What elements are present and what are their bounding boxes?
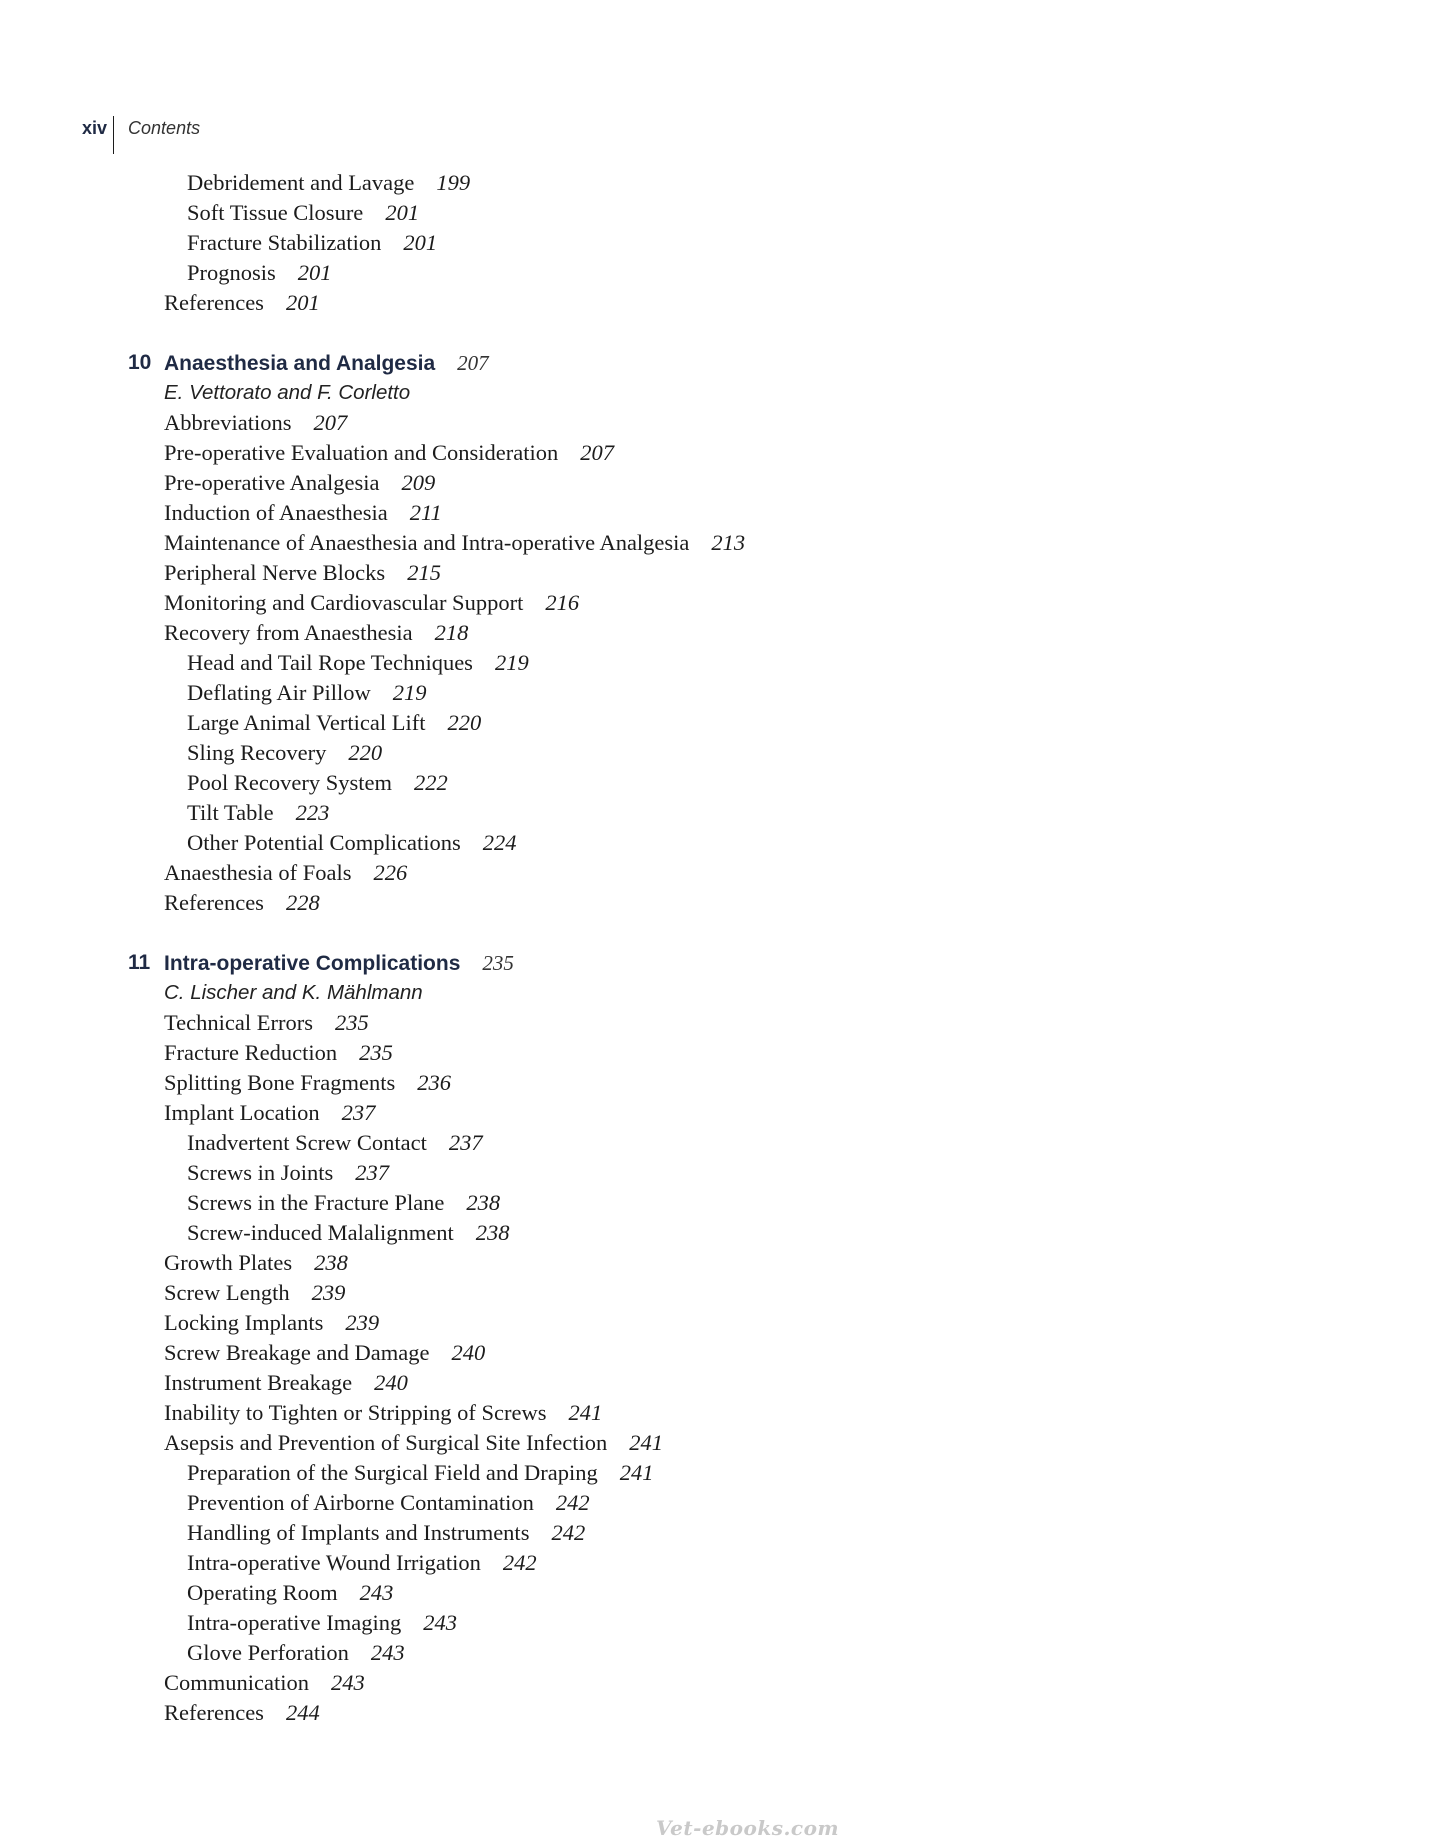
toc-subsection-entry[interactable] bbox=[187, 1218, 510, 1248]
toc-subsection-entry[interactable] bbox=[187, 648, 529, 678]
toc-subsection-entry[interactable] bbox=[187, 1518, 585, 1548]
toc-subsection-entry[interactable] bbox=[187, 1158, 389, 1188]
entry-title: Peripheral Nerve Blocks bbox=[164, 560, 386, 585]
toc-section-entry[interactable] bbox=[164, 408, 347, 438]
entry-title: Screws in the Fracture Plane bbox=[187, 1190, 445, 1215]
toc-subsection-entry[interactable] bbox=[187, 828, 516, 858]
entry-title: Induction of Anaesthesia bbox=[164, 500, 388, 525]
toc-section-entry[interactable] bbox=[164, 438, 614, 468]
entry-title: Fracture Reduction bbox=[164, 1040, 338, 1065]
chapter-page-number: 235 bbox=[482, 951, 514, 975]
toc-section-entry[interactable] bbox=[164, 1278, 345, 1308]
toc-subsection-entry[interactable] bbox=[187, 708, 481, 738]
entry-page-number: 239 bbox=[311, 1280, 346, 1305]
entry-page-number: 216 bbox=[545, 590, 580, 615]
entry-title: Abbreviations bbox=[164, 410, 292, 435]
entry-page-number: 219 bbox=[392, 680, 427, 705]
entry-title: Inability to Tighten or Stripping of Screws bbox=[164, 1400, 547, 1425]
entry-page-number: 220 bbox=[447, 710, 482, 735]
toc-section-entry[interactable] bbox=[164, 1338, 485, 1368]
entry-page-number: 223 bbox=[295, 800, 330, 825]
entry-title: Handling of Implants and Instruments bbox=[187, 1520, 530, 1545]
toc-subsection-entry[interactable] bbox=[187, 768, 448, 798]
entry-page-number: 243 bbox=[331, 1670, 365, 1695]
entry-title: Soft Tissue Closure bbox=[187, 200, 364, 225]
toc-subsection-entry[interactable] bbox=[187, 1488, 590, 1518]
toc-section-entry[interactable] bbox=[164, 858, 407, 888]
entry-title: Recovery from Anaesthesia bbox=[164, 620, 413, 645]
entry-title: Glove Perforation bbox=[187, 1640, 349, 1665]
entry-title: Pool Recovery System bbox=[187, 770, 392, 795]
entry-title: Instrument Breakage bbox=[164, 1370, 353, 1395]
entry-page-number: 237 bbox=[355, 1160, 389, 1185]
entry-title: Implant Location bbox=[164, 1100, 320, 1125]
toc-subsection-entry[interactable] bbox=[187, 738, 382, 768]
chapter-heading[interactable] bbox=[164, 348, 489, 378]
entry-page-number: 224 bbox=[482, 830, 517, 855]
toc-section-entry[interactable] bbox=[164, 1068, 451, 1098]
entry-title: Anaesthesia of Foals bbox=[164, 860, 352, 885]
entry-page-number: 242 bbox=[502, 1550, 537, 1575]
entry-page-number: 237 bbox=[448, 1130, 483, 1155]
entry-title: Asepsis and Prevention of Surgical Site Infection bbox=[164, 1430, 608, 1455]
toc-section-entry[interactable] bbox=[164, 1038, 393, 1068]
entry-page-number: 211 bbox=[409, 500, 442, 525]
entry-title: Sling Recovery bbox=[187, 740, 327, 765]
entry-page-number: 207 bbox=[313, 410, 348, 435]
entry-title: Growth Plates bbox=[164, 1250, 293, 1275]
toc-section-entry[interactable] bbox=[164, 558, 441, 588]
chapter-title: Intra-operative Complications bbox=[164, 952, 461, 975]
entry-page-number: 243 bbox=[423, 1610, 458, 1635]
entry-title: Screw Length bbox=[164, 1280, 290, 1305]
entry-page-number: 241 bbox=[629, 1430, 664, 1455]
entry-page-number: 235 bbox=[334, 1010, 369, 1035]
entry-title: Screw Breakage and Damage bbox=[164, 1340, 430, 1365]
entry-title: Operating Room bbox=[187, 1580, 338, 1605]
running-head bbox=[82, 116, 200, 154]
toc-section-entry[interactable] bbox=[164, 1428, 663, 1458]
entry-page-number: 218 bbox=[434, 620, 469, 645]
entry-page-number: 235 bbox=[359, 1040, 393, 1065]
entry-title: Communication bbox=[164, 1670, 309, 1695]
entry-page-number: 238 bbox=[314, 1250, 348, 1275]
toc-subsection-entry[interactable] bbox=[187, 1578, 393, 1608]
entry-page-number: 201 bbox=[297, 260, 332, 285]
entry-title: Debridement and Lavage bbox=[187, 170, 415, 195]
entry-page-number: 241 bbox=[619, 1460, 654, 1485]
toc-section-entry[interactable] bbox=[164, 528, 745, 558]
entry-title: Maintenance of Anaesthesia and Intra-operative Analgesia bbox=[164, 530, 690, 555]
toc-section-entry[interactable] bbox=[164, 1308, 379, 1338]
entry-title: Tilt Table bbox=[187, 800, 274, 825]
entry-title: Pre-operative Evaluation and Consideration bbox=[164, 440, 559, 465]
entry-page-number: 201 bbox=[285, 290, 320, 315]
toc-section-entry[interactable] bbox=[164, 588, 579, 618]
entry-page-number: 237 bbox=[341, 1100, 376, 1125]
chapter-title: Anaesthesia and Analgesia bbox=[164, 352, 436, 375]
entry-title: Intra-operative Wound Irrigation bbox=[187, 1550, 481, 1575]
toc-subsection-entry[interactable] bbox=[187, 258, 332, 288]
entry-page-number: 228 bbox=[285, 890, 320, 915]
entry-page-number: 244 bbox=[285, 1700, 320, 1725]
toc-subsection-entry[interactable] bbox=[187, 1608, 457, 1638]
toc-section-entry[interactable] bbox=[164, 888, 320, 918]
entry-title: Intra-operative Imaging bbox=[187, 1610, 402, 1635]
toc-section-entry[interactable] bbox=[164, 288, 320, 318]
watermark-logo: Vet-ebooks.com bbox=[656, 1816, 840, 1840]
entry-page-number: 209 bbox=[401, 470, 436, 495]
entry-title: References bbox=[164, 1700, 264, 1725]
entry-page-number: 220 bbox=[348, 740, 383, 765]
toc-section-entry[interactable] bbox=[164, 618, 468, 648]
entry-page-number: 243 bbox=[370, 1640, 405, 1665]
entry-page-number: 238 bbox=[466, 1190, 501, 1215]
entry-page-number: 207 bbox=[580, 440, 615, 465]
toc-section-entry[interactable] bbox=[164, 498, 442, 528]
toc-section-entry[interactable] bbox=[164, 1398, 602, 1428]
toc-subsection-entry[interactable] bbox=[187, 1548, 537, 1578]
entry-page-number: 201 bbox=[403, 230, 438, 255]
entry-title: Preparation of the Surgical Field and Draping bbox=[187, 1460, 598, 1485]
toc-section-entry[interactable] bbox=[164, 468, 435, 498]
page-number: xiv bbox=[82, 116, 114, 154]
entry-page-number: 240 bbox=[451, 1340, 486, 1365]
entry-title: References bbox=[164, 890, 264, 915]
entry-page-number: 213 bbox=[711, 530, 746, 555]
chapter-page-number: 207 bbox=[457, 351, 489, 375]
entry-title: Head and Tail Rope Techniques bbox=[187, 650, 473, 675]
entry-title: Deflating Air Pillow bbox=[187, 680, 371, 705]
entry-title: Locking Implants bbox=[164, 1310, 324, 1335]
entry-page-number: 242 bbox=[551, 1520, 586, 1545]
chapter-number: 10 bbox=[128, 351, 152, 374]
entry-title: Large Animal Vertical Lift bbox=[187, 710, 426, 735]
entry-title: Pre-operative Analgesia bbox=[164, 470, 380, 495]
entry-page-number: 201 bbox=[385, 200, 420, 225]
toc-subsection-entry[interactable] bbox=[187, 1128, 483, 1158]
entry-title: Screws in Joints bbox=[187, 1160, 334, 1185]
toc-section-entry[interactable] bbox=[164, 1248, 348, 1278]
toc-subsection-entry[interactable] bbox=[187, 198, 419, 228]
toc-section-entry[interactable] bbox=[164, 1668, 365, 1698]
toc-section-entry[interactable] bbox=[164, 1098, 375, 1128]
toc-subsection-entry[interactable] bbox=[187, 168, 470, 198]
entry-title: Monitoring and Cardiovascular Support bbox=[164, 590, 524, 615]
toc-subsection-entry[interactable] bbox=[187, 1638, 405, 1668]
entry-page-number: 243 bbox=[359, 1580, 394, 1605]
toc-subsection-entry[interactable] bbox=[187, 678, 427, 708]
entry-title: Prevention of Airborne Contamination bbox=[187, 1490, 534, 1515]
toc-subsection-entry[interactable] bbox=[187, 228, 437, 258]
entry-title: Screw-induced Malalignment bbox=[187, 1220, 454, 1245]
toc-subsection-entry[interactable] bbox=[187, 798, 329, 828]
entry-title: Inadvertent Screw Contact bbox=[187, 1130, 427, 1155]
entry-page-number: 242 bbox=[555, 1490, 590, 1515]
entry-title: Prognosis bbox=[187, 260, 276, 285]
entry-page-number: 241 bbox=[568, 1400, 603, 1425]
entry-title: References bbox=[164, 290, 264, 315]
chapter-heading[interactable] bbox=[164, 948, 514, 978]
entry-title: Fracture Stabilization bbox=[187, 230, 382, 255]
chapter-authors: E. Vettorato and F. Corletto bbox=[164, 381, 411, 404]
toc-section-entry[interactable] bbox=[164, 1008, 369, 1038]
chapter-number: 11 bbox=[128, 951, 151, 974]
running-title: Contents bbox=[128, 118, 201, 138]
entry-page-number: 219 bbox=[494, 650, 529, 675]
entry-page-number: 199 bbox=[436, 170, 471, 195]
entry-page-number: 240 bbox=[374, 1370, 408, 1395]
entry-page-number: 215 bbox=[407, 560, 441, 585]
entry-page-number: 222 bbox=[413, 770, 448, 795]
entry-page-number: 238 bbox=[475, 1220, 510, 1245]
chapter-authors: C. Lischer and K. Mählmann bbox=[164, 981, 423, 1004]
entry-title: Other Potential Complications bbox=[187, 830, 461, 855]
toc-subsection-entry[interactable] bbox=[187, 1458, 654, 1488]
entry-title: Splitting Bone Fragments bbox=[164, 1070, 396, 1095]
entry-page-number: 239 bbox=[345, 1310, 380, 1335]
entry-title: Technical Errors bbox=[164, 1010, 313, 1035]
toc-section-entry[interactable] bbox=[164, 1698, 320, 1728]
toc-subsection-entry[interactable] bbox=[187, 1188, 500, 1218]
toc-section-entry[interactable] bbox=[164, 1368, 408, 1398]
entry-page-number: 236 bbox=[417, 1070, 452, 1095]
entry-page-number: 226 bbox=[373, 860, 408, 885]
